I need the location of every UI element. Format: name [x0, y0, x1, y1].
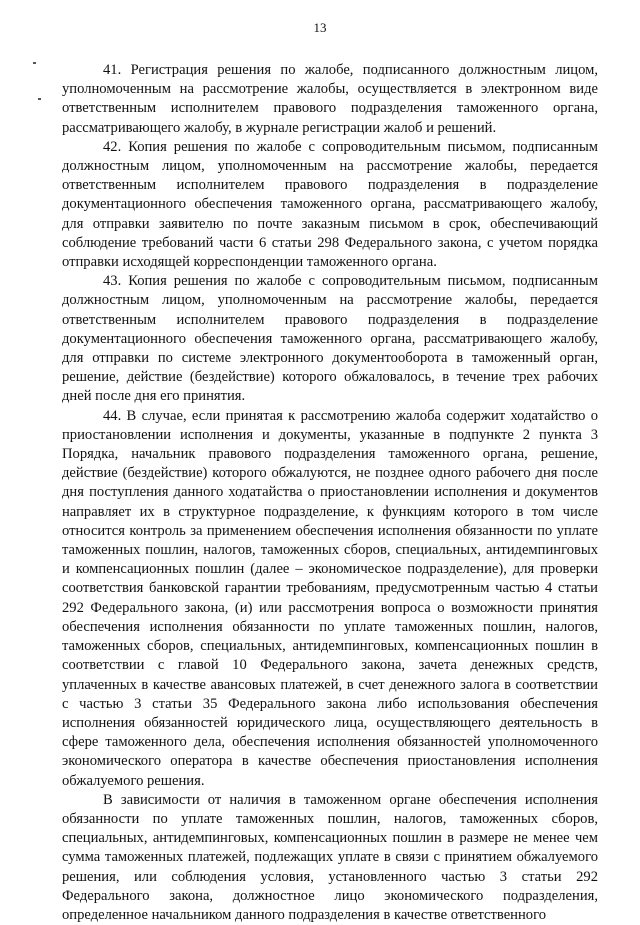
scan-speck	[33, 62, 36, 64]
document-body	[62, 61, 598, 925]
scan-speck	[38, 98, 41, 100]
paragraph-44: 44. В случае, если принятая к рассмотрению жалоба содержит ходатайство о приостановлении исполнения и документы, указанные в подпункте 2 пункта 3 Порядка, начальник правового подразделения таможенного органа, решение, действие (бездействие) которого обжалуются, не позднее одного рабочего дня после дня поступления данного ходатайства о приостановлении исполнения и документов направляет их в структурное подразделение, к функциям которого в том числе относится контроль за применением обеспечения исполнения обязанности по уплате таможенных пошлин, налогов, таможенных сборов, специальных, антидемпинговых и компенсационных пошлин (далее – экономическое подразделение), для проверки соответствия банковской гарантии требованиям, предусмотренным частью 4 статьи 292 Федерального закона, (и) или рассмотрения вопроса о возможности принятия обеспечения исполнения обязанности по уплате таможенных пошлин, налогов, таможенных сборов, специальных, антидемпинговых, компенсационных пошлин в соответствии с главой 10 Федерального закона, зачета денежных средств, уплаченных в качестве авансовых платежей, в счет денежного залога в соответствии с частью 3 статьи 35 Федерального закона либо использования обеспечения исполнения обязанностей юридического лица, осуществляющего деятельность в сфере таможенного дела, обеспечения исполнения обязанностей уполномоченного экономического оператора в качестве обеспечения приостановления исполнения обжалуемого решения.	[62, 407, 598, 789]
paragraph-41: 41. Регистрация решения по жалобе, подписанного должностным лицом, уполномоченным на рассмотрение жалобы, осуществляется в электронном виде ответственным исполнителем правового подразделения таможенного органа, рассматривающего жалобу, в журнале регистрации жалоб и решений.	[62, 62, 598, 136]
paragraph-44-continuation: В зависимости от наличия в таможенном органе обеспечения исполнения обязанности по уплате таможенных пошлин, налогов, таможенных сборов, специальных, антидемпинговых, компенсационных пошлин в размере не менее чем сумма таможенных платежей, подлежащих уплате в связи с принятием обжалуемого решения, или соблюдения условия, установленного частью 3 статьи 292 Федерального закона, должностное лицо экономического подразделения, определенное начальником данного подразделения в качестве ответственного	[62, 791, 598, 923]
paragraph-43: 43. Копия решения по жалобе с сопроводительным письмом, подписанным должностным лицом, уполномоченным на рассмотрение жалобы, передается ответственным исполнителем правового подразделения в подразделение документационного обеспечения таможенного органа, рассматривающего жалобу, для отправки по системе электронного документооборота в таможенный орган, решение, действие (бездействие) которого обжаловалось, в течение трех рабочих дней после дня его принятия.	[62, 273, 598, 405]
paragraph-42: 42. Копия решения по жалобе с сопроводительным письмом, подписанным должностным лицом, уполномоченным на рассмотрение жалобы, передается ответственным исполнителем правового подразделения в подразделение документационного обеспечения таможенного органа, рассматривающего жалобу, для отправки заявителю по почте заказным письмом в срок, обеспечивающий соблюдение требований части 6 статьи 298 Федерального закона, с учетом порядка отправки исходящей корреспонденции таможенного органа.	[62, 138, 598, 271]
page-number: 13	[313, 20, 327, 35]
